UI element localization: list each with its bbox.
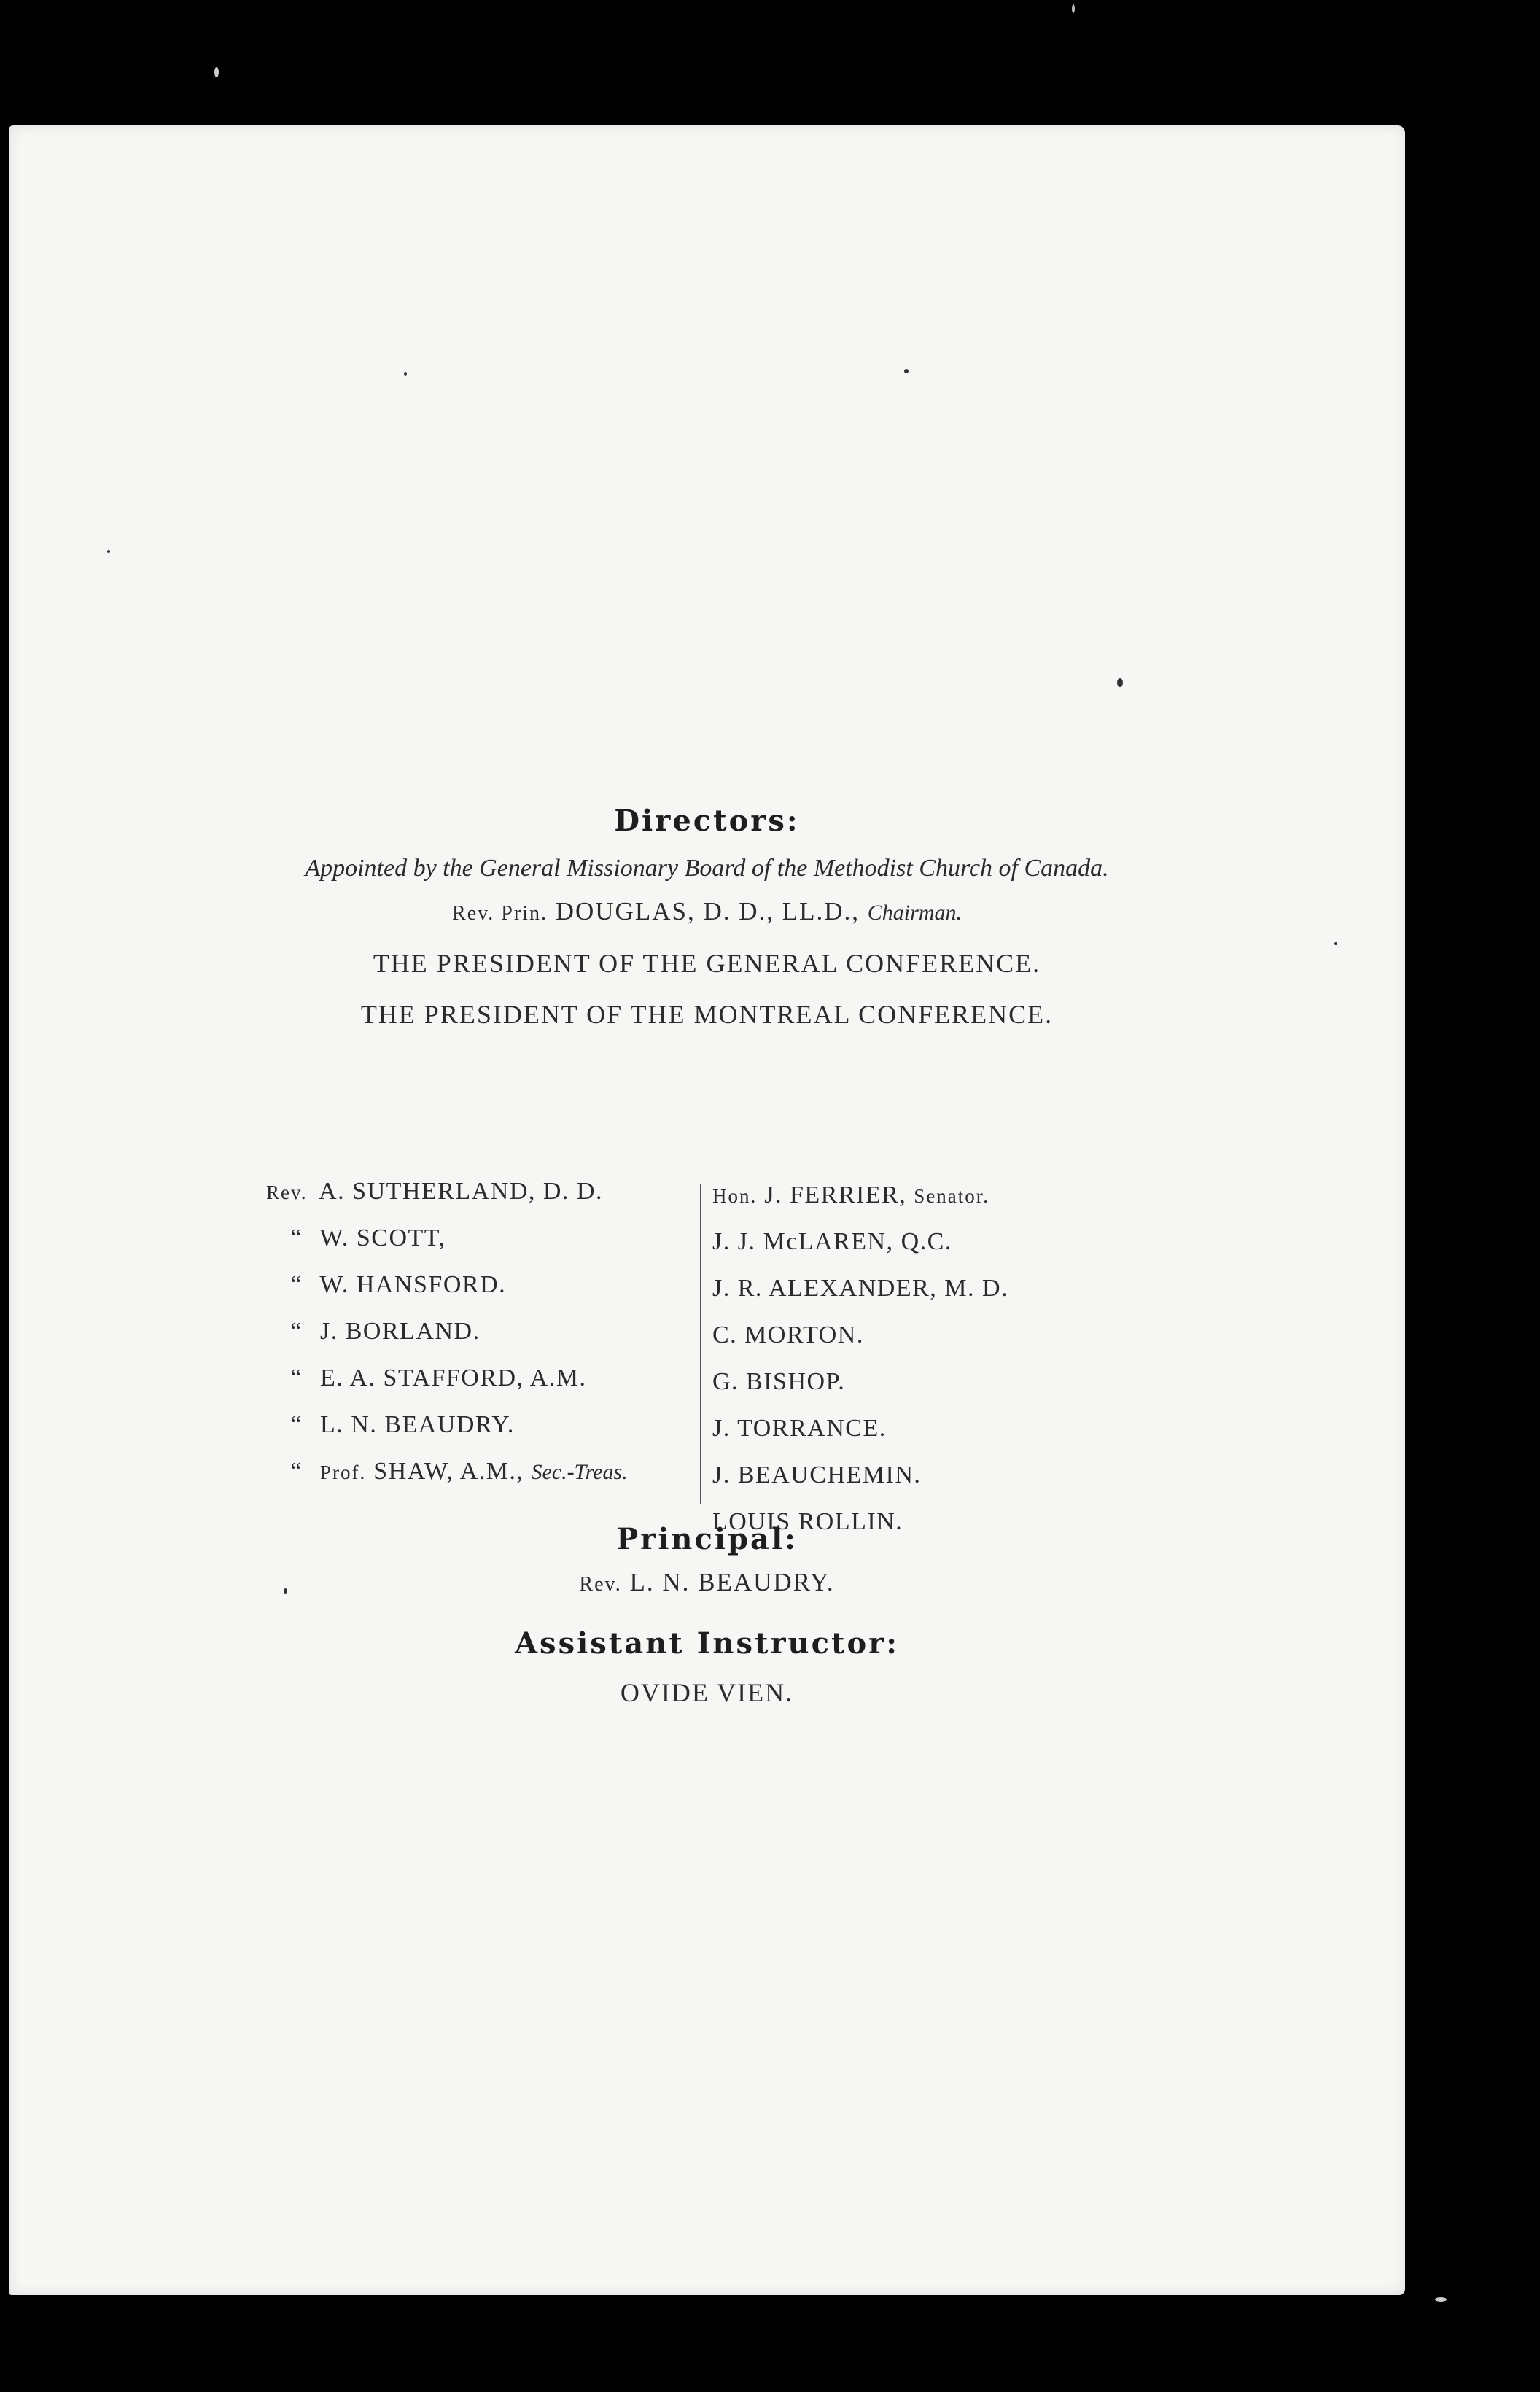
director-name: J. FERRIER, xyxy=(764,1181,907,1208)
assistant-instructor-name: OVIDE VIEN. xyxy=(620,1678,794,1707)
principal-prefix: Rev. xyxy=(579,1573,622,1596)
director-name: SHAW, A.M., xyxy=(373,1458,524,1485)
chairman-line xyxy=(9,897,1405,926)
president-montreal-line: THE PRESIDENT OF THE MONTREAL CONFERENCE. xyxy=(360,1000,1054,1029)
hon-prefix: Hon. xyxy=(712,1185,758,1207)
page-speck xyxy=(904,369,909,373)
left-director-row xyxy=(266,1224,628,1271)
president-general-line: THE PRESIDENT OF THE GENERAL CONFERENCE. xyxy=(373,949,1041,978)
right-director-row: J. R. ALEXANDER, M. D. xyxy=(712,1275,1009,1302)
principal-name: L. N. BEAUDRY. xyxy=(629,1568,835,1596)
ditto-mark: “ xyxy=(290,1411,303,1438)
right-director-row: J. TORRANCE. xyxy=(712,1415,887,1442)
right-director-row: J. BEAUCHEMIN. xyxy=(712,1461,922,1488)
director-name: J. BORLAND. xyxy=(320,1318,481,1345)
rev-prefix: Rev. xyxy=(266,1181,308,1203)
page-speck xyxy=(1334,942,1337,945)
principal-line xyxy=(9,1568,1405,1597)
page-speck xyxy=(284,1588,287,1594)
director-name: L. N. BEAUDRY. xyxy=(320,1411,515,1438)
right-director-row: LOUIS ROLLIN. xyxy=(712,1508,903,1535)
page-speck xyxy=(1117,678,1123,687)
left-director-row xyxy=(266,1271,628,1318)
ditto-mark: “ xyxy=(290,1458,303,1485)
left-director-row xyxy=(266,1178,628,1224)
left-director-row xyxy=(266,1458,628,1504)
page-speck xyxy=(107,550,110,553)
document-page xyxy=(9,125,1405,2295)
director-name: E. A. STAFFORD, A.M. xyxy=(320,1364,587,1391)
appointed-line: Appointed by the General Missionary Board of the Methodist Church of Canada. xyxy=(305,855,1109,882)
chairman-prefix: Rev. Prin. xyxy=(452,902,548,925)
ditto-mark: “ xyxy=(290,1224,303,1251)
chairman-name: DOUGLAS, D. D., LL.D., xyxy=(555,897,860,925)
column-divider xyxy=(700,1184,701,1504)
directors-heading: Directors: xyxy=(614,804,800,838)
director-name: A. SUTHERLAND, D. D. xyxy=(319,1178,603,1205)
scan-speck xyxy=(1072,4,1075,13)
left-director-column xyxy=(266,1178,628,1504)
director-name: W. SCOTT, xyxy=(319,1224,446,1251)
director-name: W. HANSFORD. xyxy=(319,1271,507,1298)
assistant-instructor-heading: Assistant Instructor: xyxy=(515,1626,899,1661)
left-director-row xyxy=(266,1318,628,1364)
right-director-row: C. MORTON. xyxy=(712,1321,864,1348)
ditto-mark: “ xyxy=(290,1318,303,1345)
left-director-row xyxy=(266,1411,628,1458)
right-director-row: J. J. McLAREN, Q.C. xyxy=(712,1228,952,1255)
page-speck xyxy=(404,372,407,376)
prof-prefix: Prof. xyxy=(320,1461,367,1483)
scan-speck xyxy=(214,67,219,77)
right-director-row xyxy=(712,1181,1008,1228)
page-content xyxy=(9,125,1405,2295)
principal-heading: Principal: xyxy=(616,1522,798,1556)
ditto-mark: “ xyxy=(290,1364,303,1391)
left-director-row xyxy=(266,1364,628,1411)
senator-title: Senator. xyxy=(914,1185,990,1207)
chairman-role: Chairman. xyxy=(867,901,962,925)
right-director-row: G. BISHOP. xyxy=(712,1368,846,1395)
ditto-mark: “ xyxy=(290,1271,303,1298)
sec-treas-role: Sec.-Treas. xyxy=(531,1460,628,1484)
right-director-column xyxy=(712,1181,1008,1555)
scan-speck xyxy=(1435,2297,1447,2302)
